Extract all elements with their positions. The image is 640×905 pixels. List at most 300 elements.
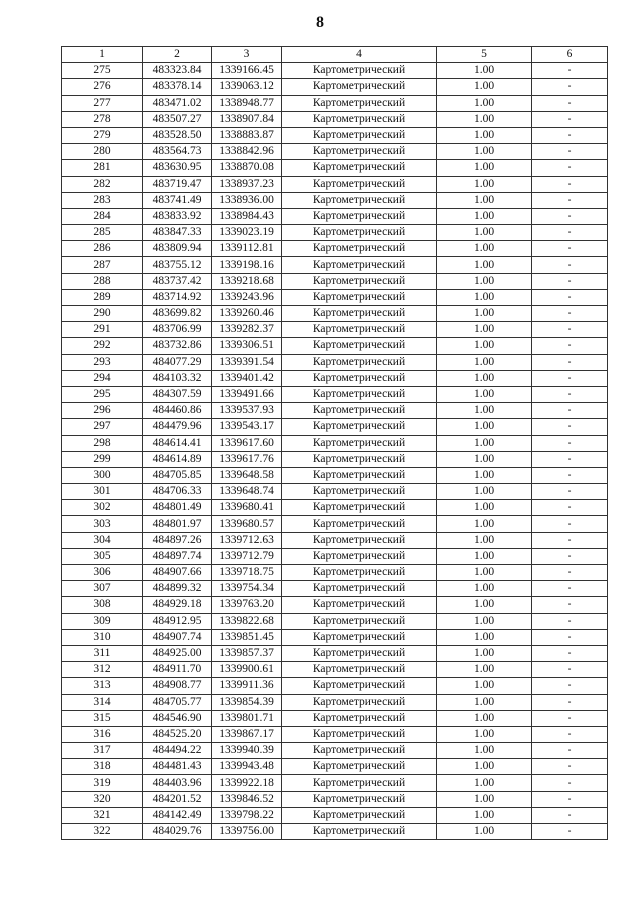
note-cell: - bbox=[532, 192, 608, 208]
point-number-cell: 280 bbox=[62, 144, 143, 160]
y-coordinate-cell: 1339712.79 bbox=[212, 548, 282, 564]
column-header-1: 1 bbox=[62, 47, 143, 63]
point-number-cell: 319 bbox=[62, 775, 143, 791]
x-coordinate-cell: 484307.59 bbox=[143, 386, 212, 402]
y-coordinate-cell: 1339680.57 bbox=[212, 516, 282, 532]
note-cell: - bbox=[532, 710, 608, 726]
table-header-row bbox=[62, 47, 608, 63]
y-coordinate-cell: 1339718.75 bbox=[212, 565, 282, 581]
method-cell: Картометрический bbox=[282, 370, 437, 386]
point-number-cell: 315 bbox=[62, 710, 143, 726]
method-cell: Картометрический bbox=[282, 645, 437, 661]
column-header-3: 3 bbox=[212, 47, 282, 63]
x-coordinate-cell: 483507.27 bbox=[143, 111, 212, 127]
method-cell: Картометрический bbox=[282, 79, 437, 95]
accuracy-cell: 1.00 bbox=[437, 63, 532, 79]
y-coordinate-cell: 1339282.37 bbox=[212, 322, 282, 338]
method-cell: Картометрический bbox=[282, 144, 437, 160]
y-coordinate-cell: 1339166.45 bbox=[212, 63, 282, 79]
method-cell: Картометрический bbox=[282, 824, 437, 840]
y-coordinate-cell: 1338907.84 bbox=[212, 111, 282, 127]
table-row bbox=[62, 597, 608, 613]
accuracy-cell: 1.00 bbox=[437, 79, 532, 95]
accuracy-cell: 1.00 bbox=[437, 467, 532, 483]
y-coordinate-cell: 1339867.17 bbox=[212, 726, 282, 742]
note-cell: - bbox=[532, 532, 608, 548]
method-cell: Картометрический bbox=[282, 208, 437, 224]
x-coordinate-cell: 483706.99 bbox=[143, 322, 212, 338]
table-row bbox=[62, 160, 608, 176]
y-coordinate-cell: 1339801.71 bbox=[212, 710, 282, 726]
method-cell: Картометрический bbox=[282, 435, 437, 451]
table-row bbox=[62, 613, 608, 629]
accuracy-cell: 1.00 bbox=[437, 95, 532, 111]
accuracy-cell: 1.00 bbox=[437, 289, 532, 305]
x-coordinate-cell: 483737.42 bbox=[143, 273, 212, 289]
table-row bbox=[62, 807, 608, 823]
accuracy-cell: 1.00 bbox=[437, 354, 532, 370]
point-number-cell: 297 bbox=[62, 419, 143, 435]
accuracy-cell: 1.00 bbox=[437, 192, 532, 208]
x-coordinate-cell: 483809.94 bbox=[143, 241, 212, 257]
table-row bbox=[62, 127, 608, 143]
accuracy-cell: 1.00 bbox=[437, 273, 532, 289]
note-cell: - bbox=[532, 289, 608, 305]
note-cell: - bbox=[532, 629, 608, 645]
point-number-cell: 305 bbox=[62, 548, 143, 564]
table-row bbox=[62, 322, 608, 338]
method-cell: Картометрический bbox=[282, 451, 437, 467]
accuracy-cell: 1.00 bbox=[437, 500, 532, 516]
x-coordinate-cell: 484614.89 bbox=[143, 451, 212, 467]
x-coordinate-cell: 483699.82 bbox=[143, 306, 212, 322]
note-cell: - bbox=[532, 273, 608, 289]
method-cell: Картометрический bbox=[282, 759, 437, 775]
y-coordinate-cell: 1339763.20 bbox=[212, 597, 282, 613]
table-row bbox=[62, 629, 608, 645]
accuracy-cell: 1.00 bbox=[437, 565, 532, 581]
y-coordinate-cell: 1339218.68 bbox=[212, 273, 282, 289]
point-number-cell: 311 bbox=[62, 645, 143, 661]
y-coordinate-cell: 1339648.58 bbox=[212, 467, 282, 483]
y-coordinate-cell: 1339243.96 bbox=[212, 289, 282, 305]
method-cell: Картометрический bbox=[282, 322, 437, 338]
x-coordinate-cell: 484403.96 bbox=[143, 775, 212, 791]
y-coordinate-cell: 1339911.36 bbox=[212, 678, 282, 694]
point-number-cell: 316 bbox=[62, 726, 143, 742]
point-number-cell: 278 bbox=[62, 111, 143, 127]
note-cell: - bbox=[532, 338, 608, 354]
x-coordinate-cell: 484908.77 bbox=[143, 678, 212, 694]
note-cell: - bbox=[532, 354, 608, 370]
note-cell: - bbox=[532, 743, 608, 759]
note-cell: - bbox=[532, 484, 608, 500]
note-cell: - bbox=[532, 791, 608, 807]
accuracy-cell: 1.00 bbox=[437, 257, 532, 273]
x-coordinate-cell: 483741.49 bbox=[143, 192, 212, 208]
method-cell: Картометрический bbox=[282, 548, 437, 564]
table-row bbox=[62, 273, 608, 289]
method-cell: Картометрический bbox=[282, 500, 437, 516]
x-coordinate-cell: 484907.66 bbox=[143, 565, 212, 581]
point-number-cell: 275 bbox=[62, 63, 143, 79]
note-cell: - bbox=[532, 386, 608, 402]
y-coordinate-cell: 1339617.60 bbox=[212, 435, 282, 451]
method-cell: Картометрический bbox=[282, 629, 437, 645]
x-coordinate-cell: 483528.50 bbox=[143, 127, 212, 143]
table-row bbox=[62, 257, 608, 273]
method-cell: Картометрический bbox=[282, 338, 437, 354]
x-coordinate-cell: 484912.95 bbox=[143, 613, 212, 629]
table-row bbox=[62, 581, 608, 597]
table-row bbox=[62, 111, 608, 127]
method-cell: Картометрический bbox=[282, 403, 437, 419]
table-row bbox=[62, 662, 608, 678]
x-coordinate-cell: 484460.86 bbox=[143, 403, 212, 419]
table-row bbox=[62, 289, 608, 305]
note-cell: - bbox=[532, 225, 608, 241]
accuracy-cell: 1.00 bbox=[437, 710, 532, 726]
y-coordinate-cell: 1339900.61 bbox=[212, 662, 282, 678]
table-row bbox=[62, 95, 608, 111]
method-cell: Картометрический bbox=[282, 176, 437, 192]
x-coordinate-cell: 484705.77 bbox=[143, 694, 212, 710]
table-row bbox=[62, 791, 608, 807]
accuracy-cell: 1.00 bbox=[437, 306, 532, 322]
point-number-cell: 320 bbox=[62, 791, 143, 807]
accuracy-cell: 1.00 bbox=[437, 726, 532, 742]
note-cell: - bbox=[532, 726, 608, 742]
point-number-cell: 282 bbox=[62, 176, 143, 192]
point-number-cell: 276 bbox=[62, 79, 143, 95]
note-cell: - bbox=[532, 435, 608, 451]
x-coordinate-cell: 484029.76 bbox=[143, 824, 212, 840]
column-header-2: 2 bbox=[143, 47, 212, 63]
point-number-cell: 314 bbox=[62, 694, 143, 710]
y-coordinate-cell: 1339940.39 bbox=[212, 743, 282, 759]
y-coordinate-cell: 1339401.42 bbox=[212, 370, 282, 386]
table-row bbox=[62, 338, 608, 354]
accuracy-cell: 1.00 bbox=[437, 225, 532, 241]
method-cell: Картометрический bbox=[282, 775, 437, 791]
table-row bbox=[62, 225, 608, 241]
note-cell: - bbox=[532, 548, 608, 564]
y-coordinate-cell: 1339851.45 bbox=[212, 629, 282, 645]
table-row bbox=[62, 678, 608, 694]
accuracy-cell: 1.00 bbox=[437, 548, 532, 564]
method-cell: Картометрический bbox=[282, 694, 437, 710]
point-number-cell: 291 bbox=[62, 322, 143, 338]
note-cell: - bbox=[532, 95, 608, 111]
point-number-cell: 309 bbox=[62, 613, 143, 629]
accuracy-cell: 1.00 bbox=[437, 144, 532, 160]
x-coordinate-cell: 484929.18 bbox=[143, 597, 212, 613]
y-coordinate-cell: 1338842.96 bbox=[212, 144, 282, 160]
note-cell: - bbox=[532, 565, 608, 581]
table-row bbox=[62, 467, 608, 483]
note-cell: - bbox=[532, 645, 608, 661]
table-row bbox=[62, 63, 608, 79]
x-coordinate-cell: 483755.12 bbox=[143, 257, 212, 273]
table-row bbox=[62, 743, 608, 759]
point-number-cell: 321 bbox=[62, 807, 143, 823]
method-cell: Картометрический bbox=[282, 306, 437, 322]
x-coordinate-cell: 484479.96 bbox=[143, 419, 212, 435]
method-cell: Картометрический bbox=[282, 581, 437, 597]
point-number-cell: 312 bbox=[62, 662, 143, 678]
accuracy-cell: 1.00 bbox=[437, 127, 532, 143]
note-cell: - bbox=[532, 208, 608, 224]
table-row bbox=[62, 565, 608, 581]
x-coordinate-cell: 484142.49 bbox=[143, 807, 212, 823]
note-cell: - bbox=[532, 694, 608, 710]
point-number-cell: 285 bbox=[62, 225, 143, 241]
method-cell: Картометрический bbox=[282, 467, 437, 483]
note-cell: - bbox=[532, 63, 608, 79]
accuracy-cell: 1.00 bbox=[437, 370, 532, 386]
y-coordinate-cell: 1339854.39 bbox=[212, 694, 282, 710]
note-cell: - bbox=[532, 451, 608, 467]
column-header-6: 6 bbox=[532, 47, 608, 63]
method-cell: Картометрический bbox=[282, 532, 437, 548]
point-number-cell: 310 bbox=[62, 629, 143, 645]
method-cell: Картометрический bbox=[282, 678, 437, 694]
column-header-4: 4 bbox=[282, 47, 437, 63]
note-cell: - bbox=[532, 241, 608, 257]
x-coordinate-cell: 484706.33 bbox=[143, 484, 212, 500]
table-row bbox=[62, 306, 608, 322]
y-coordinate-cell: 1339543.17 bbox=[212, 419, 282, 435]
table-row bbox=[62, 435, 608, 451]
note-cell: - bbox=[532, 759, 608, 775]
table-row bbox=[62, 403, 608, 419]
method-cell: Картометрический bbox=[282, 662, 437, 678]
method-cell: Картометрический bbox=[282, 257, 437, 273]
point-number-cell: 317 bbox=[62, 743, 143, 759]
y-coordinate-cell: 1339648.74 bbox=[212, 484, 282, 500]
point-number-cell: 286 bbox=[62, 241, 143, 257]
table-row bbox=[62, 208, 608, 224]
table-row bbox=[62, 824, 608, 840]
note-cell: - bbox=[532, 111, 608, 127]
method-cell: Картометрический bbox=[282, 710, 437, 726]
point-number-cell: 307 bbox=[62, 581, 143, 597]
accuracy-cell: 1.00 bbox=[437, 532, 532, 548]
x-coordinate-cell: 483833.92 bbox=[143, 208, 212, 224]
x-coordinate-cell: 483471.02 bbox=[143, 95, 212, 111]
note-cell: - bbox=[532, 613, 608, 629]
table-row bbox=[62, 192, 608, 208]
x-coordinate-cell: 484801.49 bbox=[143, 500, 212, 516]
note-cell: - bbox=[532, 403, 608, 419]
point-number-cell: 322 bbox=[62, 824, 143, 840]
note-cell: - bbox=[532, 467, 608, 483]
point-number-cell: 318 bbox=[62, 759, 143, 775]
method-cell: Картометрический bbox=[282, 613, 437, 629]
table-row bbox=[62, 241, 608, 257]
accuracy-cell: 1.00 bbox=[437, 597, 532, 613]
accuracy-cell: 1.00 bbox=[437, 338, 532, 354]
accuracy-cell: 1.00 bbox=[437, 241, 532, 257]
table-row bbox=[62, 726, 608, 742]
x-coordinate-cell: 483564.73 bbox=[143, 144, 212, 160]
note-cell: - bbox=[532, 824, 608, 840]
method-cell: Картометрический bbox=[282, 241, 437, 257]
x-coordinate-cell: 483719.47 bbox=[143, 176, 212, 192]
y-coordinate-cell: 1338937.23 bbox=[212, 176, 282, 192]
y-coordinate-cell: 1339617.76 bbox=[212, 451, 282, 467]
y-coordinate-cell: 1339680.41 bbox=[212, 500, 282, 516]
method-cell: Картометрический bbox=[282, 63, 437, 79]
coordinates-table bbox=[61, 46, 608, 840]
method-cell: Картометрический bbox=[282, 726, 437, 742]
method-cell: Картометрический bbox=[282, 273, 437, 289]
accuracy-cell: 1.00 bbox=[437, 435, 532, 451]
accuracy-cell: 1.00 bbox=[437, 160, 532, 176]
x-coordinate-cell: 484897.74 bbox=[143, 548, 212, 564]
method-cell: Картометрический bbox=[282, 419, 437, 435]
table-row bbox=[62, 354, 608, 370]
table-row bbox=[62, 419, 608, 435]
method-cell: Картометрический bbox=[282, 354, 437, 370]
x-coordinate-cell: 483714.92 bbox=[143, 289, 212, 305]
x-coordinate-cell: 483378.14 bbox=[143, 79, 212, 95]
accuracy-cell: 1.00 bbox=[437, 208, 532, 224]
method-cell: Картометрический bbox=[282, 95, 437, 111]
method-cell: Картометрический bbox=[282, 484, 437, 500]
accuracy-cell: 1.00 bbox=[437, 403, 532, 419]
accuracy-cell: 1.00 bbox=[437, 678, 532, 694]
point-number-cell: 299 bbox=[62, 451, 143, 467]
table-row bbox=[62, 516, 608, 532]
table-row bbox=[62, 176, 608, 192]
page-number: 8 bbox=[316, 14, 324, 31]
table-row bbox=[62, 484, 608, 500]
y-coordinate-cell: 1339857.37 bbox=[212, 645, 282, 661]
point-number-cell: 281 bbox=[62, 160, 143, 176]
y-coordinate-cell: 1338936.00 bbox=[212, 192, 282, 208]
accuracy-cell: 1.00 bbox=[437, 111, 532, 127]
note-cell: - bbox=[532, 581, 608, 597]
y-coordinate-cell: 1339112.81 bbox=[212, 241, 282, 257]
x-coordinate-cell: 484494.22 bbox=[143, 743, 212, 759]
y-coordinate-cell: 1339922.18 bbox=[212, 775, 282, 791]
note-cell: - bbox=[532, 807, 608, 823]
note-cell: - bbox=[532, 678, 608, 694]
method-cell: Картометрический bbox=[282, 192, 437, 208]
accuracy-cell: 1.00 bbox=[437, 807, 532, 823]
point-number-cell: 284 bbox=[62, 208, 143, 224]
point-number-cell: 287 bbox=[62, 257, 143, 273]
table-row bbox=[62, 759, 608, 775]
y-coordinate-cell: 1339391.54 bbox=[212, 354, 282, 370]
method-cell: Картометрический bbox=[282, 565, 437, 581]
y-coordinate-cell: 1339063.12 bbox=[212, 79, 282, 95]
accuracy-cell: 1.00 bbox=[437, 613, 532, 629]
method-cell: Картометрический bbox=[282, 111, 437, 127]
point-number-cell: 289 bbox=[62, 289, 143, 305]
accuracy-cell: 1.00 bbox=[437, 581, 532, 597]
table-row bbox=[62, 775, 608, 791]
point-number-cell: 296 bbox=[62, 403, 143, 419]
point-number-cell: 279 bbox=[62, 127, 143, 143]
accuracy-cell: 1.00 bbox=[437, 419, 532, 435]
y-coordinate-cell: 1339943.48 bbox=[212, 759, 282, 775]
y-coordinate-cell: 1338870.08 bbox=[212, 160, 282, 176]
y-coordinate-cell: 1339491.66 bbox=[212, 386, 282, 402]
accuracy-cell: 1.00 bbox=[437, 759, 532, 775]
x-coordinate-cell: 483847.33 bbox=[143, 225, 212, 241]
table-row bbox=[62, 451, 608, 467]
accuracy-cell: 1.00 bbox=[437, 176, 532, 192]
x-coordinate-cell: 484899.32 bbox=[143, 581, 212, 597]
y-coordinate-cell: 1339260.46 bbox=[212, 306, 282, 322]
y-coordinate-cell: 1339822.68 bbox=[212, 613, 282, 629]
method-cell: Картометрический bbox=[282, 791, 437, 807]
note-cell: - bbox=[532, 775, 608, 791]
note-cell: - bbox=[532, 257, 608, 273]
method-cell: Картометрический bbox=[282, 516, 437, 532]
note-cell: - bbox=[532, 597, 608, 613]
y-coordinate-cell: 1338984.43 bbox=[212, 208, 282, 224]
point-number-cell: 302 bbox=[62, 500, 143, 516]
accuracy-cell: 1.00 bbox=[437, 824, 532, 840]
note-cell: - bbox=[532, 176, 608, 192]
y-coordinate-cell: 1339754.34 bbox=[212, 581, 282, 597]
x-coordinate-cell: 484103.32 bbox=[143, 370, 212, 386]
x-coordinate-cell: 484911.70 bbox=[143, 662, 212, 678]
method-cell: Картометрический bbox=[282, 743, 437, 759]
note-cell: - bbox=[532, 419, 608, 435]
note-cell: - bbox=[532, 127, 608, 143]
table-row bbox=[62, 710, 608, 726]
x-coordinate-cell: 483630.95 bbox=[143, 160, 212, 176]
point-number-cell: 277 bbox=[62, 95, 143, 111]
x-coordinate-cell: 484525.20 bbox=[143, 726, 212, 742]
table-row bbox=[62, 370, 608, 386]
x-coordinate-cell: 484481.43 bbox=[143, 759, 212, 775]
method-cell: Картометрический bbox=[282, 127, 437, 143]
x-coordinate-cell: 484907.74 bbox=[143, 629, 212, 645]
note-cell: - bbox=[532, 370, 608, 386]
note-cell: - bbox=[532, 516, 608, 532]
note-cell: - bbox=[532, 79, 608, 95]
accuracy-cell: 1.00 bbox=[437, 516, 532, 532]
method-cell: Картометрический bbox=[282, 597, 437, 613]
accuracy-cell: 1.00 bbox=[437, 645, 532, 661]
y-coordinate-cell: 1339712.63 bbox=[212, 532, 282, 548]
point-number-cell: 294 bbox=[62, 370, 143, 386]
point-number-cell: 306 bbox=[62, 565, 143, 581]
x-coordinate-cell: 484801.97 bbox=[143, 516, 212, 532]
x-coordinate-cell: 484201.52 bbox=[143, 791, 212, 807]
accuracy-cell: 1.00 bbox=[437, 694, 532, 710]
table-row bbox=[62, 144, 608, 160]
x-coordinate-cell: 484925.00 bbox=[143, 645, 212, 661]
y-coordinate-cell: 1339306.51 bbox=[212, 338, 282, 354]
accuracy-cell: 1.00 bbox=[437, 775, 532, 791]
accuracy-cell: 1.00 bbox=[437, 629, 532, 645]
accuracy-cell: 1.00 bbox=[437, 662, 532, 678]
accuracy-cell: 1.00 bbox=[437, 791, 532, 807]
point-number-cell: 295 bbox=[62, 386, 143, 402]
point-number-cell: 288 bbox=[62, 273, 143, 289]
x-coordinate-cell: 483732.86 bbox=[143, 338, 212, 354]
y-coordinate-cell: 1338883.87 bbox=[212, 127, 282, 143]
accuracy-cell: 1.00 bbox=[437, 386, 532, 402]
x-coordinate-cell: 484077.29 bbox=[143, 354, 212, 370]
y-coordinate-cell: 1339198.16 bbox=[212, 257, 282, 273]
